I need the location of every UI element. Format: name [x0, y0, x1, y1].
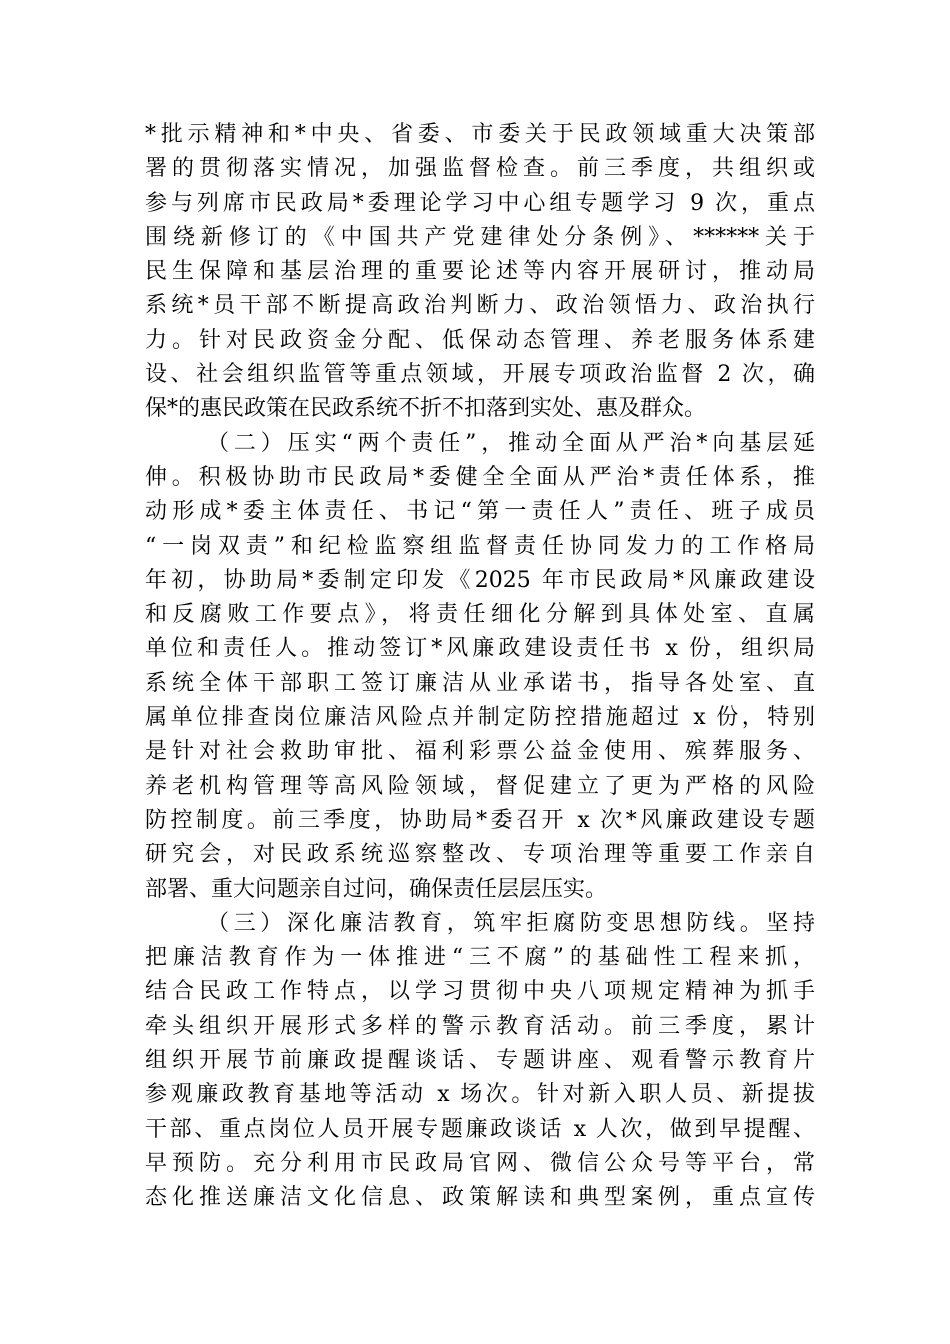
text-line: 伸。积极协助市民政局*委健全全面从严治*责任体系，推	[145, 464, 815, 490]
text-line: 和反腐败工作要点》，将责任细化分解到具体处室、直属	[145, 602, 815, 628]
text-line: 干部、重点岗位人员开展专题廉政谈话 x 人次，做到早提醒、	[145, 1116, 815, 1142]
text-line: 年初，协助局*委制定印发《2025 年市民政局*风廉政建设	[145, 567, 815, 593]
text-line: 牵头组织开展形式多样的警示教育活动。前三季度，累计	[145, 1013, 815, 1039]
text-line: 参与列席市民政局*委理论学习中心组专题学习 9 次，重点	[145, 190, 815, 216]
text-line: 民生保障和基层治理的重要论述等内容开展研讨，推动局	[145, 259, 815, 285]
text-line: *批示精神和*中央、省委、市委关于民政领域重大决策部	[145, 122, 815, 147]
text-line: 署的贯彻落实情况，加强监督检查。前三季度，共组织或	[145, 156, 815, 182]
text-line: 防控制度。前三季度，协助局*委召开 x 次*风廉政建设专题	[145, 807, 815, 833]
text-line: 属单位排查岗位廉洁风险点并制定防控措施超过 x 份，特别	[145, 705, 815, 731]
text-line: 养老机构管理等高风险领域，督促建立了更为严格的风险	[145, 773, 815, 799]
text-line: 系统*员干部不断提高政治判断力、政治领悟力、政治执行	[145, 293, 815, 319]
text-line: 参观廉政教育基地等活动 x 场次。针对新入职人员、新提拔	[145, 1082, 815, 1108]
text-line: 结合民政工作特点，以学习贯彻中央八项规定精神为抓手	[145, 979, 815, 1005]
text-line: 研究会，对民政系统巡察整改、专项治理等重要工作亲自	[145, 842, 815, 868]
text-line: 系统全体干部职工签订廉洁从业承诺书，指导各处室、直	[145, 670, 815, 696]
text-line: 早预防。充分利用市民政局官网、微信公众号等平台，常	[145, 1150, 815, 1176]
text-line: 把廉洁教育作为一体推进“三不腐”的基础性工程来抓，	[145, 945, 815, 971]
text-line: 态化推送廉洁文化信息、政策解读和典型案例，重点宣传	[145, 1185, 815, 1211]
text-line: 单位和责任人。推动签订*风廉政建设责任书 x 份，组织局	[145, 636, 815, 662]
text-line: 保*的惠民政策在民政系统不折不扣落到实处、惠及群众。	[145, 396, 707, 422]
text-line: “一岗双责”和纪检监察组监督责任协同发力的工作格局	[145, 533, 815, 559]
text-line: （二）压实“两个责任”，推动全面从严治*向基层延	[207, 430, 815, 456]
text-line: 围绕新修订的《中国共产党建律处分条例》、******关于	[145, 224, 815, 250]
text-line: 部署、重大问题亲自过问，确保责任层层压实。	[145, 876, 608, 902]
document-page	[145, 118, 815, 1216]
text-line: 组织开展节前廉政提醒谈话、专题讲座、观看警示教育片	[145, 1048, 815, 1074]
text-line: 是针对社会救助审批、福利彩票公益金使用、殡葬服务、	[145, 739, 815, 765]
text-line: 力。针对民政资金分配、低保动态管理、养老服务体系建	[145, 327, 815, 353]
text-line: 设、社会组织监管等重点领域，开展专项政治监督 2 次，确	[145, 362, 815, 388]
text-line: 动形成*委主体责任、书记“第一责任人”责任、班子成员	[145, 499, 815, 525]
text-line: （三）深化廉洁教育，筑牢拒腐防变思想防线。坚持	[207, 910, 815, 936]
